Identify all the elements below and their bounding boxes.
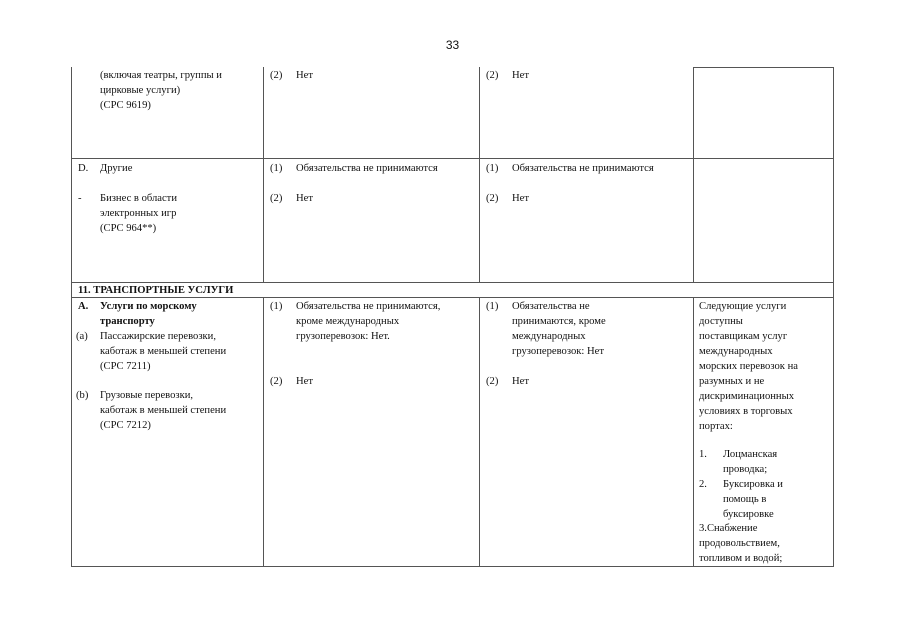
row3-b-line1: Грузовые перевозки, xyxy=(100,390,194,401)
col4-top-border xyxy=(693,67,834,68)
col2-left-border-lower xyxy=(263,297,264,567)
row2-sub-line2: электронных игр xyxy=(100,208,177,219)
row3-col4-item3-line3: топливом и водой; xyxy=(699,553,783,564)
row2-col3-num1: (1) xyxy=(486,163,499,174)
row3-title-line2: транспорту xyxy=(100,316,155,327)
row3-col4-item1-num: 1. xyxy=(699,449,707,460)
row3-col4-intro-6: разумных и не xyxy=(699,376,765,387)
row3-col4-intro-7: дискриминационных xyxy=(699,391,795,402)
row3-col4-item3-line2: продовольствием, xyxy=(699,538,780,549)
row3-col4-item2-line1: Буксировка и xyxy=(723,479,783,490)
row2-sub-line1: Бизнес в области xyxy=(100,193,177,204)
row3-col4-item2-line3: буксировке xyxy=(723,509,774,520)
row2-col2-num1: (1) xyxy=(270,163,283,174)
row3-col4-intro-3: поставщикам услуг xyxy=(699,331,788,342)
row3-col2-line1: Обязательства не принимаются, xyxy=(296,301,441,312)
row3-col4-item1-line1: Лоцманская xyxy=(723,449,778,460)
row3-b-line3: (CPC 7212) xyxy=(100,420,151,431)
col3-left-border-lower xyxy=(479,297,480,567)
row3-col3-text2: Нет xyxy=(512,376,529,387)
row3-col4-intro-4: международных xyxy=(699,346,773,357)
row3-col3-line2: принимаются, кроме xyxy=(512,316,606,327)
row3-col4-intro-9: портах: xyxy=(699,421,733,432)
row1-divider xyxy=(71,158,834,159)
table-left-border xyxy=(71,67,72,567)
row2-col2-num2: (2) xyxy=(270,193,283,204)
row3-col3-line1: Обязательства не xyxy=(512,301,590,312)
col3-left-border xyxy=(479,67,480,283)
col4-left-border xyxy=(693,67,694,283)
row3-a-line1: Пассажирские перевозки, xyxy=(100,331,216,342)
row3-title-line1: Услуги по морскому xyxy=(100,301,197,312)
row3-col3-num2: (2) xyxy=(486,376,499,387)
row3-col4-item2-num: 2. xyxy=(699,479,707,490)
row2-title: Другие xyxy=(100,163,133,174)
row3-col3-line4: грузоперевозок: Нет xyxy=(512,346,604,357)
row3-col2-line2: кроме международных xyxy=(296,316,400,327)
row3-col3-num1: (1) xyxy=(486,301,499,312)
section-header: 11. ТРАНСПОРТНЫЕ УСЛУГИ xyxy=(78,285,234,296)
row3-col2-num2: (2) xyxy=(270,376,283,387)
row3-col2-text2: Нет xyxy=(296,376,313,387)
row3-b-label: (b) xyxy=(76,390,89,401)
row2-col2-text2: Нет xyxy=(296,193,313,204)
row3-col4-intro-5: морских перевозок на xyxy=(699,361,798,372)
page-number: 33 xyxy=(445,38,460,52)
row2-dash: - xyxy=(78,193,82,204)
row3-col4-intro-8: условиях в торговых xyxy=(699,406,793,417)
row1-sector-line1: (включая театры, группы и xyxy=(100,70,222,81)
row1-sector-line2: цирковые услуги) xyxy=(100,85,181,96)
row1-col3-num: (2) xyxy=(486,70,499,81)
row3-col4-item1-line2: проводка; xyxy=(723,464,768,475)
row2-letter: D. xyxy=(78,163,89,174)
row3-b-line2: каботаж в меньшей степени xyxy=(100,405,227,416)
table-bottom-border xyxy=(71,566,834,567)
col2-left-border xyxy=(263,67,264,283)
row2-col3-text2: Нет xyxy=(512,193,529,204)
row3-col4-intro-1: Следующие услуги xyxy=(699,301,787,312)
row1-sector-line3: (CPC 9619) xyxy=(100,100,151,111)
row3-letter: A. xyxy=(78,301,89,312)
row1-col2-text: Нет xyxy=(296,70,313,81)
row3-col4-item3-line1: 3.Снабжение xyxy=(699,523,758,534)
row3-a-line2: каботаж в меньшей степени xyxy=(100,346,227,357)
row2-sub-line3: (CPC 964**) xyxy=(100,223,157,234)
row3-col3-line3: международных xyxy=(512,331,586,342)
row3-col4-intro-2: доступны xyxy=(699,316,743,327)
row1-col2-num: (2) xyxy=(270,70,283,81)
table-right-border xyxy=(833,67,834,567)
row3-a-label: (a) xyxy=(76,331,88,342)
col4-left-border-lower xyxy=(693,297,694,567)
row2-col3-num2: (2) xyxy=(486,193,499,204)
row2-col3-text1: Обязательства не принимаются xyxy=(512,163,654,174)
row1-col3-text: Нет xyxy=(512,70,529,81)
row3-col4-item2-line2: помощь в xyxy=(723,494,767,505)
row3-col2-num1: (1) xyxy=(270,301,283,312)
row3-a-line3: (CPC 7211) xyxy=(100,361,151,372)
row2-col2-text1: Обязательства не принимаются xyxy=(296,163,438,174)
row3-col2-line3: грузоперевозок: Нет. xyxy=(296,331,390,342)
